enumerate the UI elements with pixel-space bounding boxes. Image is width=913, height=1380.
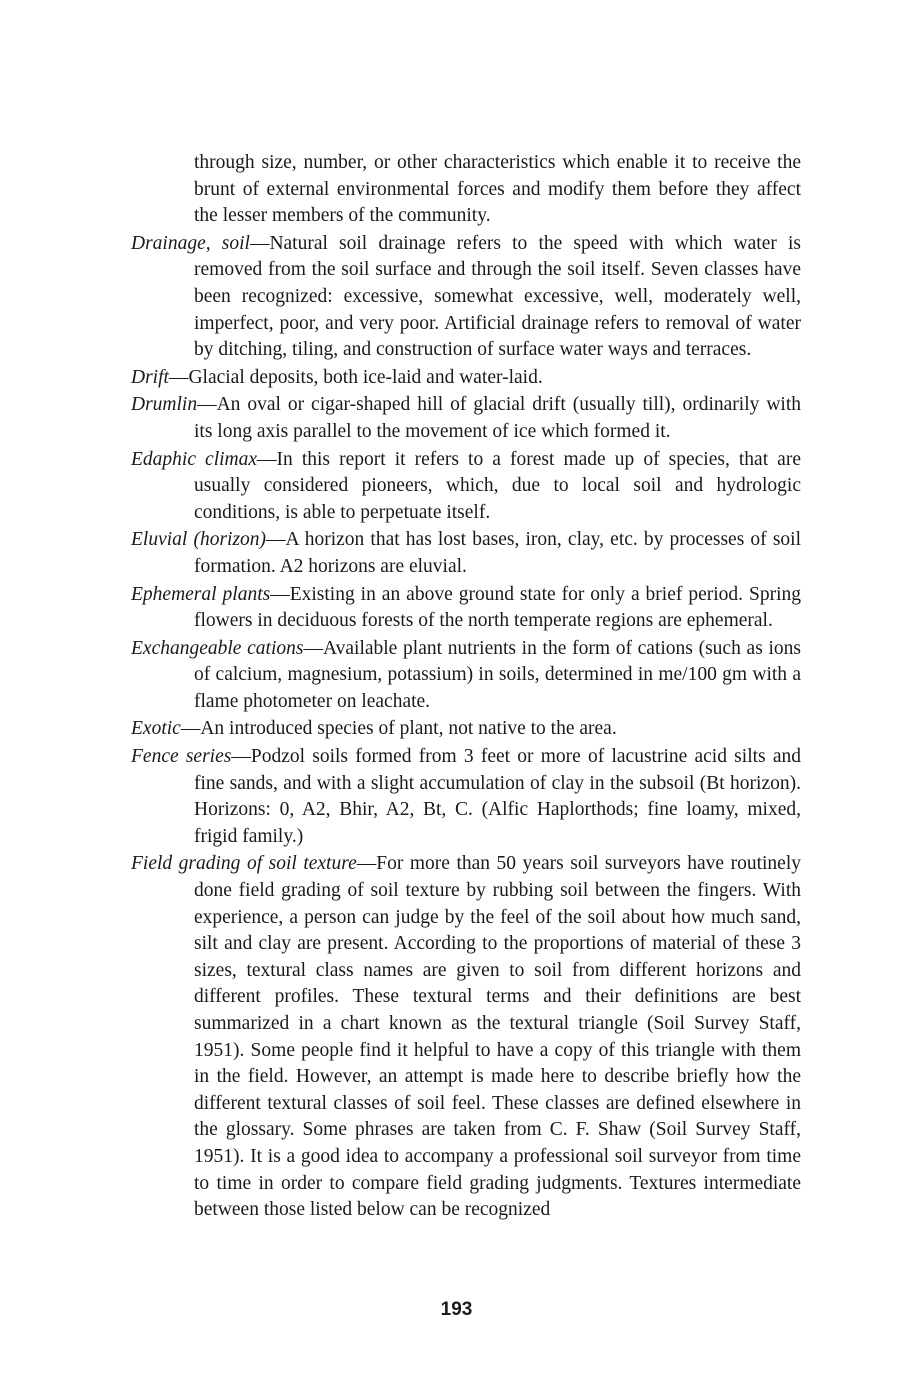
glossary-definition: In this report it refers to a forest made up of species, that are usually considered pioneers, which, due to local soil and hydrologic conditions, is able to perpetuate itself.: [194, 448, 801, 523]
continuation-paragraph: through size, number, or other characteristics which enable it to receive the brunt of external environmental forces and modify them before they affect the lesser members of the community.: [194, 152, 801, 227]
glossary-term: Exchangeable cations: [131, 637, 304, 659]
glossary-definition: An introduced species of plant, not native to the area.: [200, 718, 617, 740]
glossary-definition: Glacial deposits, both ice-laid and water-laid.: [188, 366, 543, 388]
glossary-entry-drift: Drift—Glacial deposits, both ice-laid and water-laid.: [131, 366, 543, 388]
glossary-definition: A horizon that has lost bases, iron, clay, etc. by processes of soil formation. A2 horizons are eluvial.: [194, 529, 801, 577]
glossary-term: Drift: [131, 366, 169, 388]
page-number: 193: [440, 1299, 473, 1320]
glossary-definition: Existing in an above ground state for only a brief period. Spring flowers in deciduous forests of the north temperate regions are ephemeral.: [194, 583, 801, 632]
glossary-entry-fence-series: Fence series—Podzol soils formed from 3 feet or more of lacustrine acid silts and fine sands, and with a slight accumulation of clay in the subsoil (Bt horizon). Horizons: 0, A2, Bhir, A2, Bt, C. (Alfic Haplorthods; fine loamy, mixed, frigid family.): [131, 746, 801, 847]
glossary-term: Drainage, soil: [131, 232, 250, 254]
glossary-entry-exotic: Exotic—An introduced species of plant, not native to the area.: [131, 718, 617, 740]
glossary-term: Fence series: [131, 746, 232, 768]
glossary-entry-field-grading: Field grading of soil texture—For more than 50 years soil surveyors have routinely done field grading of soil texture by rubbing soil between the fingers. With experience, a person can judge by the feel of the soil about how much sand, silt and clay are present. According to the proportions of material of these 3 sizes, textural class names are given to soil from different horizons and different profiles. These textural terms and their definitions are best summarized in a chart known as the textural triangle (Soil Survey Staff, 1951). Some people find it helpful to have a copy of this triangle with them in the field. However, an attempt is made here to describe briefly how the different textural classes of soil feel. These classes are defined elsewhere in the glossary. Some phrases are taken from C. F. Shaw (Soil Survey Staff, 1951). It is a good idea to accompany a professional soil surveyor from time to time in order to compare field grading judgments. Textures intermediate between those listed below can be recognized: [131, 853, 801, 1221]
glossary-term: Ephemeral plants: [131, 583, 271, 605]
glossary-entry-ephemeral-plants: Ephemeral plants—Existing in an above ground state for only a brief period. Spring flowers in deciduous forests of the north temperate regions are ephemeral.: [131, 583, 801, 632]
glossary-definition: Natural soil drainage refers to the speed with which water is removed from the soil surface and through the soil itself. Seven classes have been recognized: excessive, somewhat excessive, well, moderately well, imperfect, poor, and very poor. Artificial drainage refers to removal of water by ditching, tiling, and construction of surface water ways and terraces.: [194, 232, 801, 361]
glossary-term: Exotic: [131, 718, 181, 740]
glossary-definition: Podzol soils formed from 3 feet or more of lacustrine acid silts and fine sands, and with a slight accumulation of clay in the subsoil (Bt horizon). Horizons: 0, A2, Bhir, A2, Bt, C. (Alfic Haplorthods; fine loamy, mixed, frigid family.): [194, 746, 801, 847]
glossary-term: Field grading of soil texture: [131, 853, 357, 875]
glossary-definition: An oval or cigar-shaped hill of glacial drift (usually till), ordinarily with its long axis parallel to the movement of ice which formed it.: [194, 394, 801, 442]
glossary-entry-exchangeable-cations: Exchangeable cations—Available plant nutrients in the form of cations (such as ions of calcium, magnesium, potassium) in soils, determined in me/100 gm with a flame photometer on leachate.: [131, 637, 801, 712]
glossary-entry-drumlin: Drumlin—An oval or cigar-shaped hill of glacial drift (usually till), ordinarily with its long axis parallel to the movement of ice which formed it.: [131, 394, 801, 442]
glossary-entry-edaphic-climax: Edaphic climax—In this report it refers to a forest made up of species, that are usually considered pioneers, which, due to local soil and hydrologic conditions, is able to perpetuate itself.: [131, 448, 801, 523]
glossary-definition: Available plant nutrients in the form of cations (such as ions of calcium, magnesium, potassium) in soils, determined in me/100 gm with a flame photometer on leachate.: [194, 637, 801, 712]
glossary-term: Drumlin: [131, 394, 198, 416]
glossary-term: Edaphic climax: [131, 448, 258, 470]
glossary-definition: For more than 50 years soil surveyors have routinely done field grading of soil texture by rubbing soil between the fingers. With experience, a person can judge by the feel of the soil about how much sand, silt and clay are present. According to the proportions of material of these 3 sizes, textural class names are given to soil from different horizons and different profiles. These textural terms and their definitions are best summarized in a chart known as the textural triangle (Soil Survey Staff, 1951). Some people find it helpful to have a copy of this triangle with them in the field. However, an attempt is made here to describe briefly how the different textural classes of soil feel. These classes are defined elsewhere in the glossary. Some phrases are taken from C. F. Shaw (Soil Survey Staff, 1951). It is a good idea to accompany a professional soil surveyor from time to time in order to compare field grading judgments. Textures intermediate between those listed below can be recognized: [194, 853, 801, 1221]
glossary-entry-drainage-soil: Drainage, soil—Natural soil drainage refers to the speed with which water is removed from the soil surface and through the soil itself. Seven classes have been recognized: excessive, somewhat excessive, well, moderately well, imperfect, poor, and very poor. Artificial drainage refers to removal of water by ditching, tiling, and construction of surface water ways and terraces.: [131, 232, 801, 361]
glossary-term: Eluvial (horizon): [131, 529, 267, 551]
glossary-text: [131, 150, 801, 1225]
glossary-entry-eluvial-horizon: Eluvial (horizon)—A horizon that has lost bases, iron, clay, etc. by processes of soil formation. A2 horizons are eluvial.: [131, 529, 801, 577]
